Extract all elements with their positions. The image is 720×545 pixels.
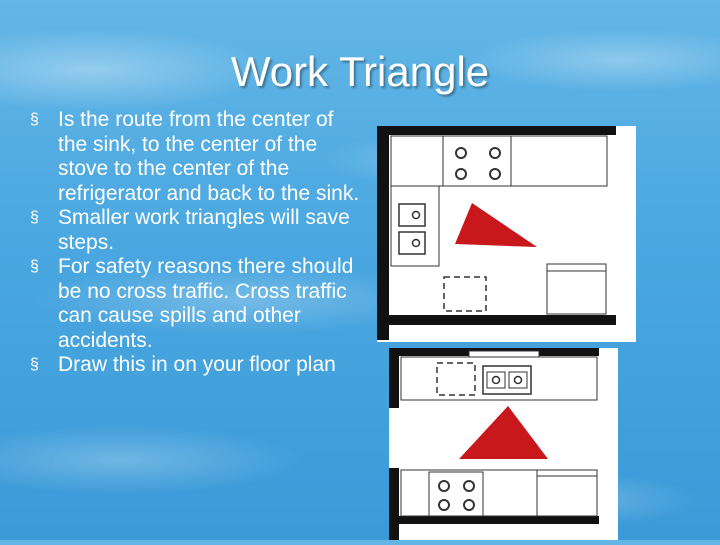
- left-wall-lower: [389, 468, 399, 540]
- bullet-text: Is the route from the center of the sink, to the center of the stove to the center of the refrigerator and back to the sink.: [58, 108, 360, 205]
- floor-plan-l-shaped: [377, 126, 636, 342]
- work-triangle: [455, 203, 537, 247]
- slide-title: Work Triangle: [230, 48, 490, 95]
- bullet-item: [30, 206, 360, 255]
- bullet-text: For safety reasons there should be no cross traffic. Cross traffic can cause spills and other accidents.: [58, 255, 354, 352]
- floor-plan-drawing: [377, 126, 636, 342]
- bullet-marker: §: [30, 209, 39, 226]
- bullet-marker: §: [30, 111, 39, 128]
- stove: [443, 136, 511, 186]
- stove: [429, 472, 483, 516]
- bullet-item: [30, 108, 360, 206]
- window: [469, 351, 539, 357]
- bullet-text: Draw this in on your floor plan: [58, 353, 336, 376]
- bullet-marker: §: [30, 258, 39, 275]
- bullet-marker: §: [30, 356, 39, 373]
- work-triangle: [459, 406, 548, 459]
- floor-plan-galley: [389, 348, 618, 540]
- left-wall-upper: [389, 348, 399, 408]
- top-wall: [377, 126, 616, 135]
- bullet-list: [30, 108, 360, 378]
- bottom-wall: [377, 315, 616, 325]
- bullet-text: Smaller work triangles will save steps.: [58, 206, 350, 254]
- floor-plan-drawing: [389, 348, 618, 540]
- bullet-item: [30, 353, 360, 378]
- bottom-wall: [389, 516, 599, 524]
- left-wall: [377, 126, 389, 340]
- sink-basin-icon: [483, 366, 531, 394]
- refrigerator-outline-icon: [537, 470, 597, 516]
- dishwasher: [444, 277, 486, 311]
- bullet-item: [30, 255, 360, 353]
